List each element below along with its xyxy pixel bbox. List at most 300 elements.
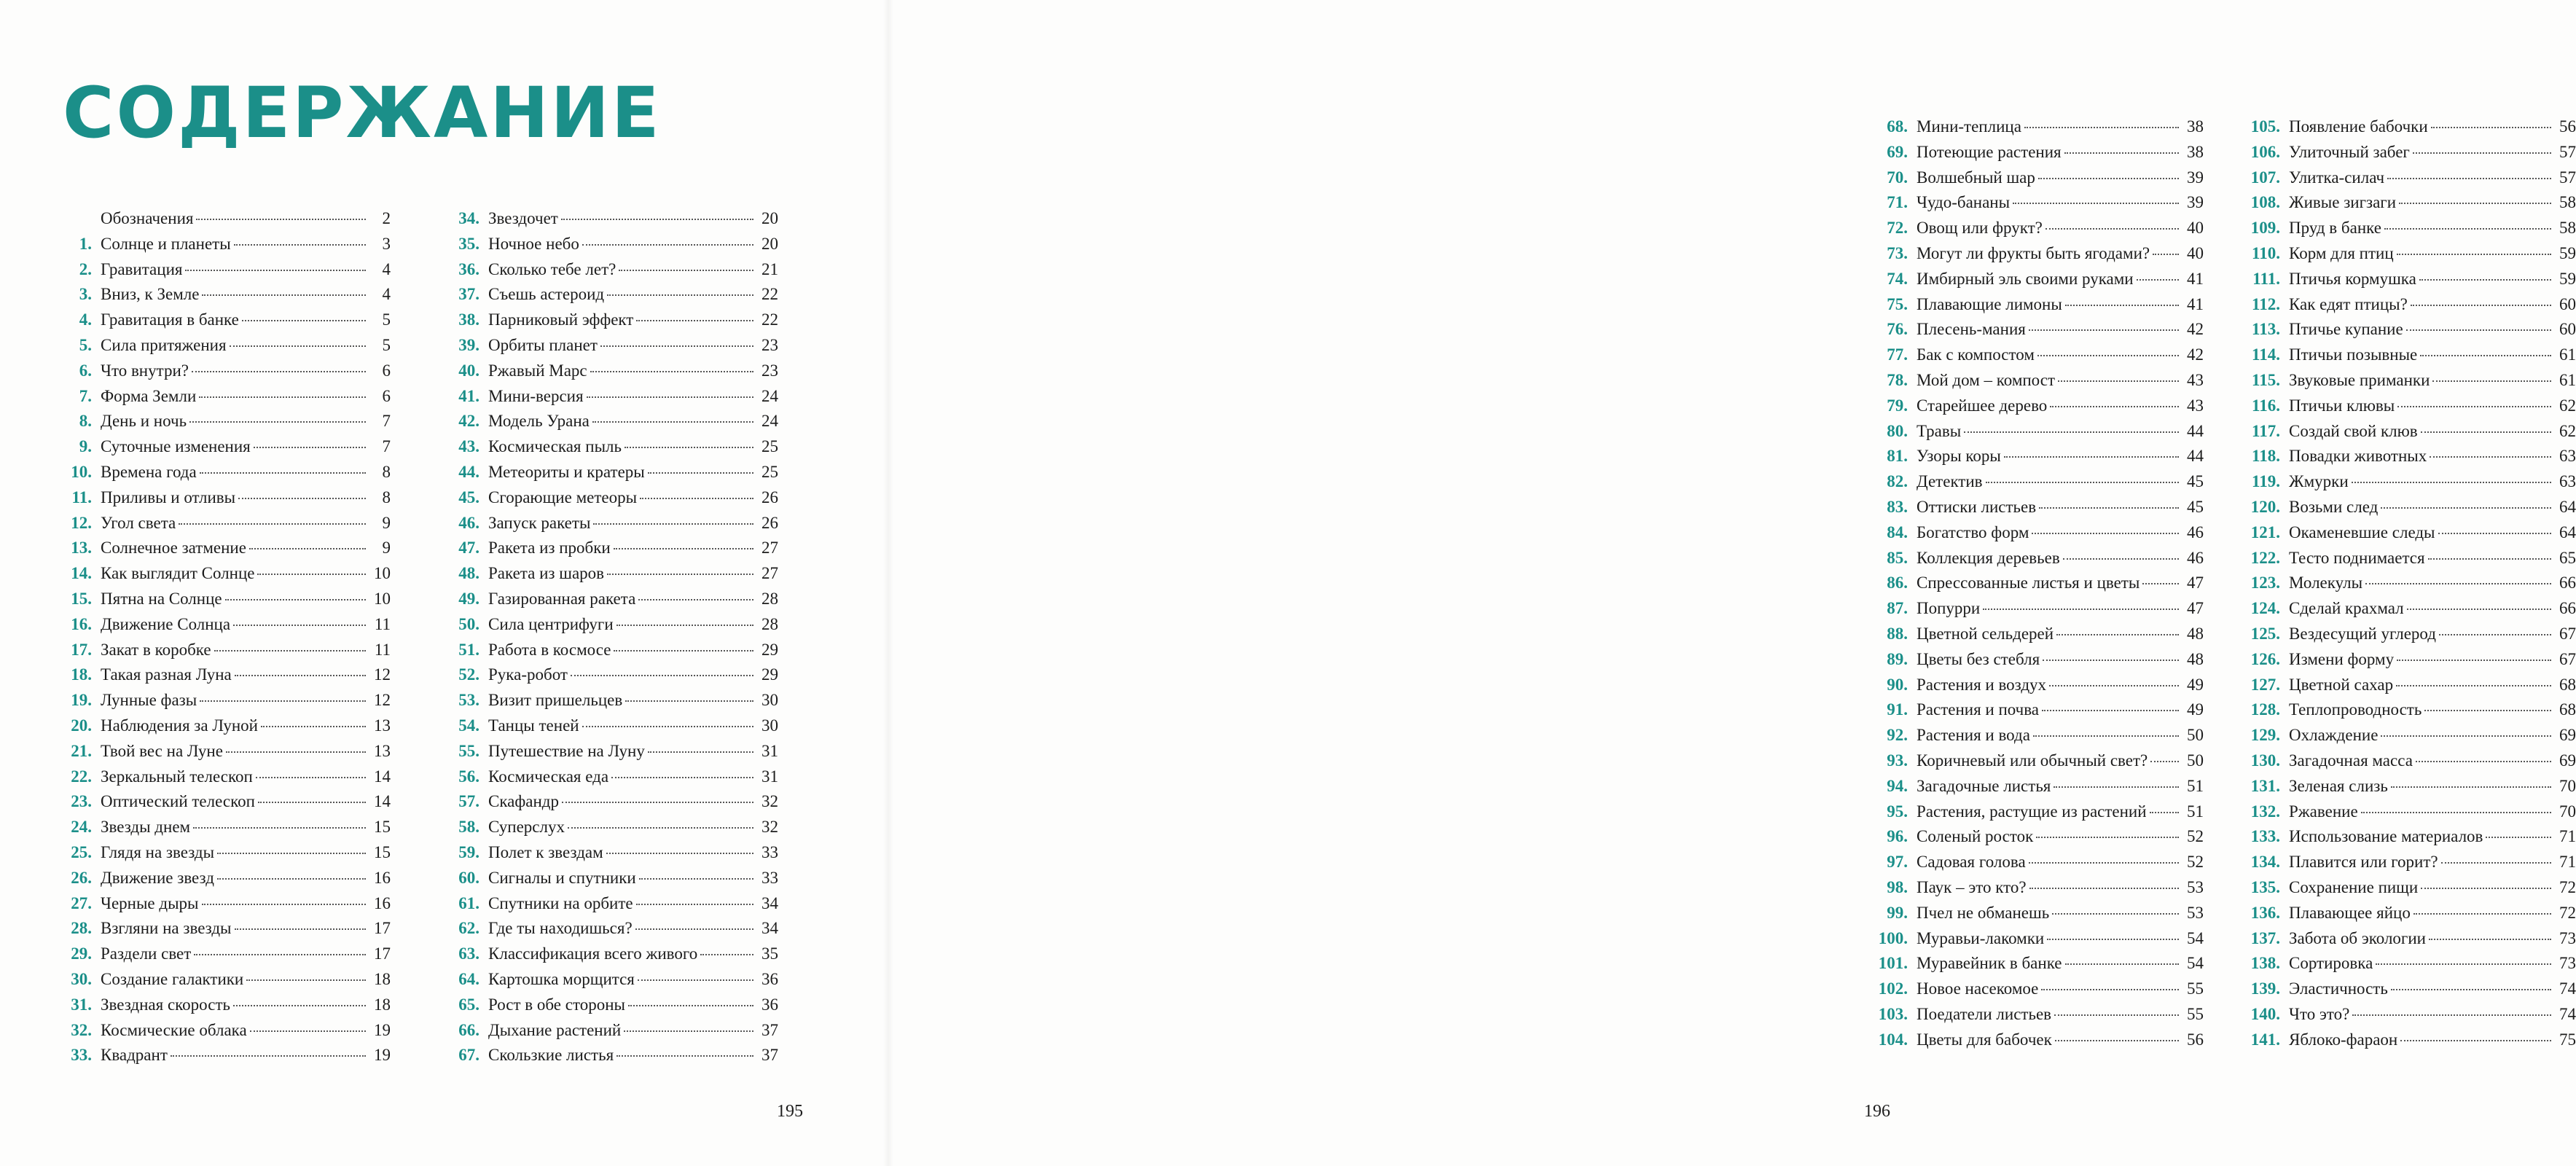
toc-entry xyxy=(63,691,391,716)
toc-dot-leader xyxy=(2400,1040,2551,1041)
toc-entry-number: 33. xyxy=(71,1046,92,1065)
toc-entry xyxy=(1876,979,2204,1005)
toc-entry-title: Плесень-мания xyxy=(1917,320,2026,339)
toc-entry-title: Сколько тебе лет? xyxy=(488,259,616,278)
toc-dot-leader xyxy=(200,700,366,702)
toc-entry-number: 20. xyxy=(71,716,92,735)
toc-dot-leader xyxy=(628,1005,753,1006)
toc-entry-number: 35. xyxy=(458,234,479,253)
toc-entry-number: 66. xyxy=(458,1020,479,1039)
toc-entry-page: 22 xyxy=(762,310,778,329)
toc-entry-title: Создание галактики xyxy=(101,969,244,988)
toc-entry-title: Плавится или горит? xyxy=(2289,853,2438,872)
toc-dot-leader xyxy=(2432,380,2551,382)
toc-entry-title: Сигналы и спутники xyxy=(488,868,636,887)
toc-entry xyxy=(450,209,778,235)
toc-entry-title: Могут ли фрукты быть ягодами? xyxy=(1917,243,2150,262)
toc-entry-title: Птичья кормушка xyxy=(2289,269,2416,288)
toc-entry-page: 27 xyxy=(762,539,778,557)
toc-entry-page: 17 xyxy=(374,919,391,938)
toc-dot-leader xyxy=(2013,203,2179,204)
toc-entry-page: 34 xyxy=(762,919,778,938)
toc-entry-title: Растения и вода xyxy=(1917,726,2030,745)
toc-entry-page: 51 xyxy=(2187,802,2204,821)
toc-entry-number: 8. xyxy=(79,412,92,431)
toc-dot-leader xyxy=(2024,127,2179,128)
toc-entry-number: 111. xyxy=(2252,269,2280,288)
toc-entry-page: 64 xyxy=(2559,497,2576,516)
toc-entry-title: Приливы и отливы xyxy=(101,488,236,506)
toc-entry-number: 123. xyxy=(2250,574,2280,592)
toc-entry-title: Сделай крахмал xyxy=(2289,599,2404,618)
toc-entry-page: 59 xyxy=(2559,269,2576,288)
toc-column-1 xyxy=(63,209,391,1071)
toc-entry-number: 112. xyxy=(2252,294,2280,313)
toc-entry-page: 67 xyxy=(2559,649,2576,668)
toc-entry-page: 35 xyxy=(762,944,778,963)
toc-entry-number: 141. xyxy=(2250,1030,2280,1049)
toc-entry xyxy=(63,716,391,742)
toc-entry-number: 43. xyxy=(458,437,479,456)
toc-entry-number: 83. xyxy=(1887,497,1908,516)
toc-entry-title: Солнечное затмение xyxy=(101,539,246,557)
toc-entry-number: 127. xyxy=(2250,675,2280,694)
toc-entry xyxy=(63,1046,391,1071)
toc-entry-page: 67 xyxy=(2559,624,2576,643)
toc-entry-title: Спрессованные листья и цветы xyxy=(1917,574,2140,592)
toc-entry xyxy=(1876,447,2204,472)
toc-dot-leader xyxy=(185,270,366,271)
toc-entry-title: Птичьи позывные xyxy=(2289,345,2418,364)
toc-entry-number: 52. xyxy=(458,665,479,684)
toc-entry-title: Солнце и планеты xyxy=(101,234,231,253)
toc-entry-title: Улитка-силач xyxy=(2289,168,2385,187)
toc-dot-leader xyxy=(639,878,753,880)
toc-entry xyxy=(1876,751,2204,777)
toc-dot-leader xyxy=(2384,228,2551,230)
toc-entry-page: 53 xyxy=(2187,877,2204,896)
toc-entry-title: Забота об экологии xyxy=(2289,928,2426,947)
toc-entry-number: 22. xyxy=(71,767,92,786)
toc-entry-number: 103. xyxy=(1878,1004,1908,1023)
toc-dot-leader xyxy=(593,523,753,525)
toc-dot-leader xyxy=(196,219,366,220)
toc-entry xyxy=(63,235,391,260)
toc-dot-leader xyxy=(226,751,366,753)
toc-entry-number: 58. xyxy=(458,818,479,837)
toc-entry-number: 71. xyxy=(1887,193,1908,212)
toc-entry-page: 47 xyxy=(2187,574,2204,592)
toc-entry-title: Орбиты планет xyxy=(488,335,598,354)
toc-entry-title: Живые зигзаги xyxy=(2289,193,2397,212)
toc-entry-page: 11 xyxy=(374,614,391,633)
toc-dot-leader xyxy=(2038,178,2179,179)
toc-dot-leader xyxy=(2391,989,2551,990)
toc-entry-page: 20 xyxy=(762,234,778,253)
toc-entry xyxy=(450,310,778,336)
toc-entry-page: 66 xyxy=(2559,574,2576,592)
toc-entry-title: Поедатели листьев xyxy=(1917,1004,2052,1023)
toc-entry-title: Ракета из шаров xyxy=(488,564,605,583)
toc-entry-number: 27. xyxy=(71,893,92,912)
toc-entry-number: 116. xyxy=(2252,396,2280,415)
toc-dot-leader xyxy=(2420,355,2551,356)
toc-entry-page: 53 xyxy=(2187,903,2204,922)
toc-entry-title: Узоры коры xyxy=(1917,447,2001,466)
toc-dot-leader xyxy=(2055,1040,2179,1041)
toc-entry-number: 60. xyxy=(458,868,479,887)
toc-dot-leader xyxy=(2037,355,2179,356)
toc-entry-title: Обозначения xyxy=(101,209,194,227)
toc-entry-title: Птичьи клювы xyxy=(2289,396,2395,415)
toc-dot-leader xyxy=(2052,913,2179,915)
toc-entry-number: 36. xyxy=(458,259,479,278)
toc-dot-leader xyxy=(2441,862,2551,864)
toc-entry-title: Наблюдения за Луной xyxy=(101,716,258,735)
toc-dot-leader xyxy=(233,1005,366,1006)
toc-entry-title: Эластичность xyxy=(2289,979,2388,998)
toc-entry-title: Звуковые приманки xyxy=(2289,370,2430,389)
toc-dot-leader xyxy=(242,320,366,321)
toc-entry-number: 136. xyxy=(2250,903,2280,922)
toc-dot-leader xyxy=(607,294,753,296)
toc-dot-leader xyxy=(2065,963,2179,965)
toc-entry-page: 26 xyxy=(762,513,778,532)
toc-entry-title: Паук – это кто? xyxy=(1917,877,2027,896)
toc-entry-title: Детектив xyxy=(1917,472,1983,491)
toc-entry-number: 57. xyxy=(458,792,479,811)
toc-entry-number: 37. xyxy=(458,285,479,304)
toc-entry-number: 109. xyxy=(2250,219,2280,238)
toc-entry xyxy=(2248,498,2576,523)
toc-entry-page: 15 xyxy=(374,818,391,837)
toc-entry-page: 59 xyxy=(2559,243,2576,262)
toc-dot-leader xyxy=(2047,939,2179,940)
toc-entry-number: 118. xyxy=(2252,447,2280,466)
toc-dot-leader xyxy=(200,472,366,474)
toc-dot-leader xyxy=(179,523,366,525)
toc-entry-number: 19. xyxy=(71,691,92,710)
toc-entry-number: 96. xyxy=(1887,827,1908,846)
toc-dot-leader xyxy=(2054,786,2179,788)
toc-entry xyxy=(2248,700,2576,726)
toc-dot-leader xyxy=(189,421,366,423)
toc-entry-title: Запуск ракеты xyxy=(488,513,591,532)
toc-dot-leader xyxy=(2042,710,2179,711)
toc-entry-number: 1. xyxy=(79,234,92,253)
toc-entry-title: Скафандр xyxy=(488,792,559,811)
toc-dot-leader xyxy=(2381,507,2551,509)
toc-entry-number: 72. xyxy=(1887,219,1908,238)
toc-entry-title: Пчел не обманешь xyxy=(1917,903,2050,922)
toc-entry-number: 34. xyxy=(458,209,479,227)
toc-entry-title: Зеленая слизь xyxy=(2289,776,2388,795)
toc-entry-number: 54. xyxy=(458,716,479,735)
toc-entry-page: 60 xyxy=(2559,294,2576,313)
toc-entry-number: 138. xyxy=(2250,954,2280,973)
toc-dot-leader xyxy=(2413,913,2551,915)
toc-entry-page: 70 xyxy=(2559,776,2576,795)
toc-entry-page: 72 xyxy=(2559,877,2576,896)
toc-dot-leader xyxy=(2004,456,2179,458)
toc-entry-page: 6 xyxy=(382,361,391,380)
toc-entry xyxy=(1876,422,2204,447)
toc-dot-leader xyxy=(2430,456,2551,458)
toc-entry-page: 41 xyxy=(2187,269,2204,288)
toc-entry xyxy=(63,539,391,564)
toc-entry-number: 84. xyxy=(1887,523,1908,541)
toc-entry xyxy=(2248,472,2576,498)
toc-entry-page: 71 xyxy=(2559,853,2576,872)
toc-entry xyxy=(2248,244,2576,270)
toc-entry-title: Вниз, к Земле xyxy=(101,285,200,304)
toc-entry-title: Дыхание растений xyxy=(488,1020,622,1039)
toc-entry-title: Муравейник в банке xyxy=(1917,954,2062,973)
toc-entry xyxy=(450,665,778,691)
toc-entry xyxy=(2248,422,2576,447)
toc-entry xyxy=(63,641,391,666)
toc-entry xyxy=(1876,700,2204,726)
toc-entry xyxy=(2248,447,2576,472)
toc-entry xyxy=(63,260,391,286)
toc-entry-page: 49 xyxy=(2187,700,2204,719)
toc-dot-leader xyxy=(2365,583,2551,584)
toc-entry-page: 58 xyxy=(2559,193,2576,212)
toc-entry-page: 36 xyxy=(762,995,778,1014)
toc-entry xyxy=(450,767,778,793)
toc-entry xyxy=(450,818,778,843)
toc-entry xyxy=(63,843,391,869)
toc-entry xyxy=(450,869,778,894)
toc-dot-leader xyxy=(256,777,366,778)
toc-entry-number: 81. xyxy=(1887,447,1908,466)
toc-entry xyxy=(450,285,778,310)
toc-entry-title: Старейшее дерево xyxy=(1917,396,2048,415)
toc-entry-number: 113. xyxy=(2252,320,2280,339)
toc-column-2 xyxy=(450,209,778,1071)
toc-entry-page: 33 xyxy=(762,868,778,887)
toc-entry-title: Как выглядит Солнце xyxy=(101,564,255,583)
toc-entry xyxy=(1876,143,2204,168)
toc-entry-page: 42 xyxy=(2187,320,2204,339)
toc-entry-page: 25 xyxy=(762,462,778,481)
toc-entry-page: 5 xyxy=(382,310,391,329)
toc-entry xyxy=(2248,979,2576,1005)
toc-entry-number: 47. xyxy=(458,539,479,557)
toc-entry-page: 18 xyxy=(374,995,391,1014)
toc-dot-leader xyxy=(257,574,366,575)
toc-entry xyxy=(2248,802,2576,828)
toc-entry-title: Оттиски листьев xyxy=(1917,497,2037,516)
toc-dot-leader xyxy=(624,1030,753,1032)
toc-entry-title: Волшебный шар xyxy=(1917,168,2035,187)
toc-dot-leader xyxy=(2150,812,2179,813)
toc-entry-number: 101. xyxy=(1878,954,1908,973)
toc-entry-number: 30. xyxy=(71,969,92,988)
toc-dot-leader xyxy=(2416,761,2551,762)
toc-entry xyxy=(450,437,778,463)
toc-entry-page: 9 xyxy=(382,539,391,557)
toc-dot-leader xyxy=(561,219,753,220)
toc-entry-title: Ночное небо xyxy=(488,234,579,253)
toc-entry xyxy=(450,970,778,995)
toc-entry-number: 28. xyxy=(71,919,92,938)
toc-entry-number: 9. xyxy=(79,437,92,456)
toc-entry xyxy=(63,488,391,514)
toc-entry-page: 44 xyxy=(2187,421,2204,440)
toc-entry-title: Рука-робот xyxy=(488,665,568,684)
toc-entry xyxy=(1876,904,2204,929)
toc-entry-number: 88. xyxy=(1887,624,1908,643)
toc-dot-leader xyxy=(2421,431,2551,433)
toc-entry-page: 32 xyxy=(762,818,778,837)
toc-entry-page: 73 xyxy=(2559,928,2576,947)
toc-entry xyxy=(2248,777,2576,802)
toc-dot-leader xyxy=(217,853,366,854)
toc-dot-leader xyxy=(202,904,367,905)
toc-entry xyxy=(450,894,778,920)
toc-entry-title: Теплопроводность xyxy=(2289,700,2422,719)
toc-entry-number: 40. xyxy=(458,361,479,380)
toc-entry-page: 74 xyxy=(2559,979,2576,998)
toc-entry-number: 6. xyxy=(79,361,92,380)
toc-entry-number: 120. xyxy=(2250,497,2280,516)
toc-entry-title: Космическая пыль xyxy=(488,437,622,456)
toc-dot-leader xyxy=(2054,1014,2179,1016)
toc-entry-page: 74 xyxy=(2559,1004,2576,1023)
toc-entry-number: 53. xyxy=(458,691,479,710)
toc-entry-title: Загадочные листья xyxy=(1917,776,2051,795)
toc-entry-number: 107. xyxy=(2250,168,2280,187)
toc-entry-number: 62. xyxy=(458,919,479,938)
toc-entry-page: 46 xyxy=(2187,548,2204,567)
toc-entry-title: Форма Земли xyxy=(101,386,197,405)
toc-entry xyxy=(63,412,391,437)
toc-entry xyxy=(63,209,391,235)
toc-dot-leader xyxy=(2056,634,2179,635)
toc-entry xyxy=(1876,574,2204,599)
toc-entry-number: 4. xyxy=(79,310,92,329)
toc-entry xyxy=(1876,827,2204,853)
toc-entry-title: Взгляни на звезды xyxy=(101,919,232,938)
toc-dot-leader xyxy=(2397,254,2551,255)
toc-entry-title: Скользкие листья xyxy=(488,1046,614,1065)
toc-entry xyxy=(63,564,391,590)
toc-entry-title: Звездная скорость xyxy=(101,995,230,1014)
toc-entry-number: 11. xyxy=(71,488,92,506)
toc-dot-leader xyxy=(2029,329,2179,331)
toc-entry-title: Съешь астероид xyxy=(488,285,605,304)
toc-entry-page: 39 xyxy=(2187,168,2204,187)
toc-entry-number: 56. xyxy=(458,767,479,786)
toc-entry-title: Мини-теплица xyxy=(1917,117,2021,136)
toc-entry-title: Овощ или фрукт? xyxy=(1917,219,2043,238)
toc-entry-title: Тесто поднимается xyxy=(2289,548,2425,567)
toc-entry-number: 38. xyxy=(458,310,479,329)
toc-entry-number: 24. xyxy=(71,818,92,837)
toc-entry-title: Оптический телескоп xyxy=(101,792,255,811)
toc-entry xyxy=(2248,117,2576,143)
toc-entry xyxy=(1876,345,2204,371)
toc-entry-page: 20 xyxy=(762,209,778,227)
toc-entry-title: Жмурки xyxy=(2289,472,2349,491)
toc-entry-number: 139. xyxy=(2250,979,2280,998)
toc-entry-number: 63. xyxy=(458,944,479,963)
toc-entry-page: 4 xyxy=(382,285,391,304)
toc-entry-number: 46. xyxy=(458,513,479,532)
toc-entry-title: Где ты находишься? xyxy=(488,919,633,938)
toc-entry-page: 41 xyxy=(2187,294,2204,313)
toc-entry xyxy=(1876,802,2204,828)
toc-entry-number: 94. xyxy=(1887,776,1908,795)
toc-entry-page: 56 xyxy=(2559,117,2576,136)
toc-entry-page: 38 xyxy=(2187,142,2204,161)
toc-dot-leader xyxy=(230,345,366,347)
toc-entry-number: 97. xyxy=(1887,853,1908,872)
toc-dot-leader xyxy=(635,928,753,930)
toc-dot-leader xyxy=(2407,609,2551,610)
toc-dot-leader xyxy=(582,244,753,246)
toc-entry xyxy=(1876,219,2204,244)
toc-entry xyxy=(63,310,391,336)
toc-entry-page: 31 xyxy=(762,767,778,786)
toc-entry xyxy=(63,767,391,793)
toc-entry-number: 117. xyxy=(2252,421,2280,440)
toc-entry-page: 72 xyxy=(2559,903,2576,922)
toc-dot-leader xyxy=(2397,660,2551,661)
toc-dot-leader xyxy=(2041,989,2179,990)
toc-entry-page: 43 xyxy=(2187,396,2204,415)
toc-entry-number: 41. xyxy=(458,386,479,405)
toc-dot-leader xyxy=(638,979,753,981)
toc-entry xyxy=(1876,498,2204,523)
toc-entry xyxy=(2248,295,2576,321)
toc-dot-leader xyxy=(2142,583,2179,584)
toc-entry-number: 14. xyxy=(71,564,92,583)
toc-dot-leader xyxy=(2058,380,2179,382)
toc-entry xyxy=(1876,1005,2204,1030)
toc-entry-title: Цветной сахар xyxy=(2289,675,2394,694)
toc-dot-leader xyxy=(2049,685,2179,686)
toc-entry-number: 75. xyxy=(1887,294,1908,313)
toc-entry-number: 89. xyxy=(1887,649,1908,668)
toc-entry-title: Работа в космосе xyxy=(488,640,611,659)
toc-entry-page: 38 xyxy=(2187,117,2204,136)
toc-entry-page: 73 xyxy=(2559,954,2576,973)
left-page xyxy=(0,0,888,1166)
toc-entry xyxy=(450,919,778,944)
toc-entry xyxy=(1876,244,2204,270)
toc-entry xyxy=(1876,523,2204,549)
toc-dot-leader xyxy=(2029,888,2179,889)
toc-entry xyxy=(63,336,391,361)
toc-entry xyxy=(1876,853,2204,878)
toc-dot-leader xyxy=(194,954,366,955)
toc-entry-number: 100. xyxy=(1878,928,1908,947)
toc-entry xyxy=(2248,650,2576,676)
toc-dot-leader xyxy=(261,726,366,727)
toc-entry xyxy=(450,488,778,514)
toc-entry xyxy=(450,691,778,716)
toc-entry-title: Движение Солнца xyxy=(101,614,231,633)
toc-dot-leader xyxy=(2032,533,2179,534)
toc-dot-leader xyxy=(2396,685,2551,686)
toc-entry xyxy=(1876,117,2204,143)
toc-entry-page: 28 xyxy=(762,589,778,608)
toc-entry-page: 40 xyxy=(2187,243,2204,262)
toc-entry-page: 48 xyxy=(2187,624,2204,643)
toc-entry-number: 102. xyxy=(1878,979,1908,998)
